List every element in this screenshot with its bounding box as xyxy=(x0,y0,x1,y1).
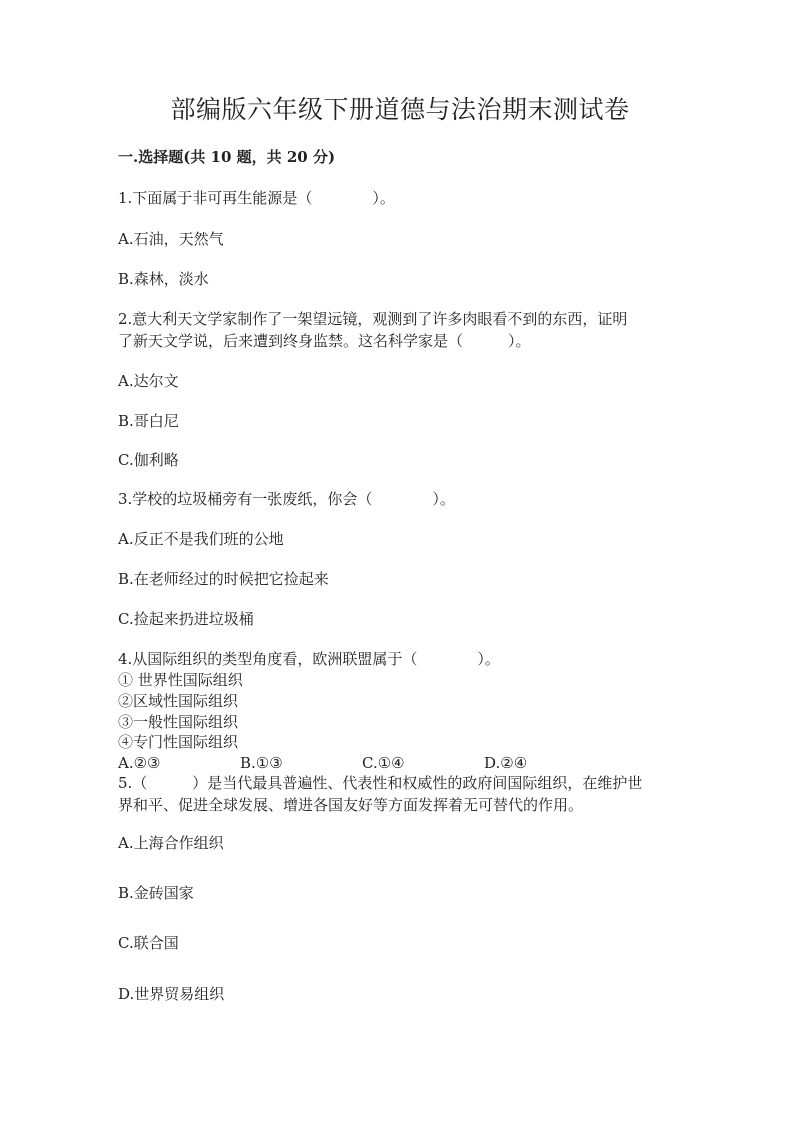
question-4-choice-a: A.②③ xyxy=(118,754,161,772)
question-5-stem-line-1: 5.（ ）是当代最具普遍性、代表性和权威性的政府间国际组织，在维护世 xyxy=(118,774,643,792)
question-4-choice-b: B.①③ xyxy=(240,754,283,772)
question-2-stem-line-1: 2.意大利天文学家制作了一架望远镜，观测到了许多肉眼看不到的东西，证明 xyxy=(118,310,628,328)
section-heading: 一.选择题(共 10 题，共 20 分) xyxy=(118,148,336,166)
question-2-option-c: C.伽利略 xyxy=(118,451,179,469)
question-2-option-b: B.哥白尼 xyxy=(118,412,179,430)
question-5-option-b: B.金砖国家 xyxy=(118,884,194,902)
question-5-option-a: A.上海合作组织 xyxy=(118,834,224,852)
question-3-option-a: A.反正不是我们班的公地 xyxy=(118,530,284,548)
question-4-stem: 4.从国际组织的类型角度看，欧洲联盟属于（ ）。 xyxy=(118,650,500,668)
page-title: 部编版六年级下册道德与法治期末测试卷 xyxy=(170,95,630,124)
question-3-option-b: B.在老师经过的时候把它捡起来 xyxy=(118,570,329,588)
question-4-item-4: ④专门性国际组织 xyxy=(118,733,239,751)
question-1-option-a: A.石油，天然气 xyxy=(118,230,224,248)
question-2-option-a: A.达尔文 xyxy=(118,372,179,390)
question-2-stem-line-2: 了新天文学说，后来遭到终身监禁。这名科学家是（ ）。 xyxy=(118,332,531,350)
question-1-option-b: B.森林，淡水 xyxy=(118,270,209,288)
question-4-choice-c: C.①④ xyxy=(362,754,405,772)
question-4-item-3: ③一般性国际组织 xyxy=(118,713,239,731)
question-3-option-c: C.捡起来扔进垃圾桶 xyxy=(118,610,254,628)
question-5-stem-line-2: 界和平、促进全球发展、增进各国友好等方面发挥着无可替代的作用。 xyxy=(118,796,584,814)
question-4-item-1: ① 世界性国际组织 xyxy=(118,671,243,689)
question-4-item-2: ②区域性国际组织 xyxy=(118,692,239,710)
question-3-stem: 3.学校的垃圾桶旁有一张废纸，你会（ ）。 xyxy=(118,490,455,508)
question-5-option-d: D.世界贸易组织 xyxy=(118,985,225,1003)
question-5-option-c: C.联合国 xyxy=(118,934,179,952)
question-4-choice-d: D.②④ xyxy=(484,754,528,772)
question-1-stem: 1.下面属于非可再生能源是（ ）。 xyxy=(118,189,395,207)
